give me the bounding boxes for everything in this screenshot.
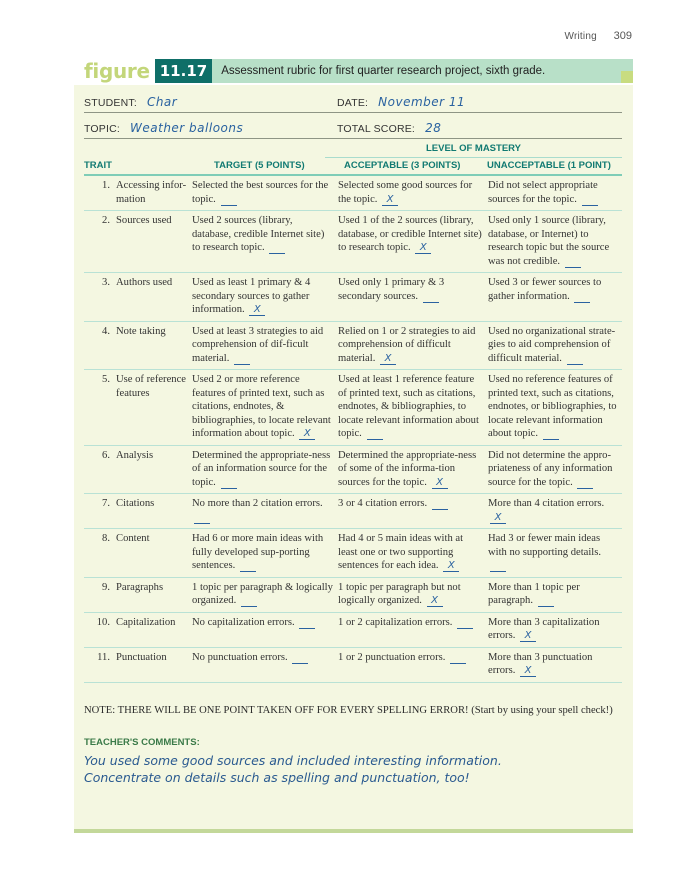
trait-name: Authors used xyxy=(116,277,173,288)
unacceptable-cell xyxy=(488,494,622,529)
target-description: Used 2 sources (library, database, credible Internet site) to research topic. xyxy=(192,215,325,253)
student-date-row xyxy=(84,92,622,113)
table-row xyxy=(84,577,622,612)
student-value: Char xyxy=(146,95,178,109)
table-row xyxy=(84,529,622,578)
target-description: 1 topic per paragraph & logically organized. xyxy=(192,581,333,606)
table-row xyxy=(84,445,622,494)
unacceptable-checkmark-blank: X xyxy=(520,665,536,677)
acceptable-checkmark-blank xyxy=(432,498,448,510)
target-cell xyxy=(192,647,338,682)
trait-cell xyxy=(84,494,192,529)
note-emphasis: NOTE: THERE WILL BE ONE POINT TAKEN OFF FOR EVERY SPELLING ERROR! xyxy=(84,705,469,716)
acceptable-cell xyxy=(338,612,488,647)
unacceptable-description: Used no reference features of printed text, such as citations, endnotes, or bibliographies, to locate relevant information about topic. xyxy=(488,374,617,439)
target-description: No punctuation errors. xyxy=(192,651,288,663)
unacceptable-cell xyxy=(488,273,622,322)
target-description: No capitalization errors. xyxy=(192,616,295,628)
acceptable-description: Determined the appropriate-ness of some of the informa-tion sources for the topic. xyxy=(338,449,477,488)
unacceptable-checkmark-blank xyxy=(565,256,581,268)
target-checkmark-blank xyxy=(221,477,237,489)
trait-cell xyxy=(84,176,192,211)
table-row xyxy=(84,273,622,322)
unacceptable-checkmark-blank xyxy=(577,477,593,489)
acceptable-checkmark-blank xyxy=(423,291,439,303)
unacceptable-cell xyxy=(488,445,622,494)
running-head xyxy=(565,30,632,42)
section-title: Writing xyxy=(564,31,597,42)
unacceptable-cell xyxy=(488,211,622,273)
acceptable-description: Relied on 1 or 2 strategies to aid comprehension of difficult material. xyxy=(338,325,476,364)
acceptable-cell xyxy=(338,445,488,494)
target-checkmark-blank xyxy=(269,242,285,254)
acceptable-checkmark-blank: X xyxy=(432,477,448,489)
unacceptable-checkmark-blank xyxy=(490,560,506,572)
unacceptable-cell xyxy=(488,612,622,647)
acceptable-checkmark-blank: X xyxy=(382,194,398,206)
target-checkmark-blank: X xyxy=(299,428,315,440)
trait xyxy=(84,325,188,339)
acceptable-cell xyxy=(338,647,488,682)
target-description: Used 2 or more reference features of printed text, such as citations, endnotes, & bibliographies, to locate relevant information about topic. xyxy=(192,374,331,439)
target-cell xyxy=(192,445,338,494)
unacceptable-checkmark-blank xyxy=(538,595,554,607)
unacceptable-cell xyxy=(488,321,622,370)
acceptable-description: 1 or 2 capitalization errors. xyxy=(338,616,453,628)
trait-name: Analysis xyxy=(116,449,154,461)
figure-word: figure xyxy=(84,59,150,83)
target-checkmark-blank: X xyxy=(249,304,265,316)
comment-line: You used some good sources and included interesting information. xyxy=(84,753,502,768)
unacceptable-description: Used 3 or fewer sources to gather information. xyxy=(488,277,602,302)
trait xyxy=(84,276,188,290)
acceptable-description: 1 topic per paragraph but not logically organized. xyxy=(338,581,461,606)
trait-name: Sources used xyxy=(116,215,172,226)
unacceptable-checkmark-blank xyxy=(574,291,590,303)
topic-label: TOPIC: xyxy=(84,123,121,135)
panel-bottom-rule xyxy=(74,829,633,833)
trait-name: Content xyxy=(116,533,150,544)
rubric-body xyxy=(84,176,622,682)
level-of-mastery-header: LEVEL OF MASTERY xyxy=(325,143,622,158)
trait xyxy=(84,651,188,665)
decorative-square-icon xyxy=(621,71,633,83)
figure-number: 11.17 xyxy=(155,59,212,83)
acceptable-cell xyxy=(338,577,488,612)
table-row xyxy=(84,612,622,647)
trait-number: 10. xyxy=(96,616,110,628)
target-cell xyxy=(192,321,338,370)
teacher-comments xyxy=(84,752,624,786)
table-row xyxy=(84,211,622,273)
trait-number: 4. xyxy=(102,325,110,337)
trait-number: 9. xyxy=(102,581,110,593)
acceptable-description: Used only 1 primary & 3 secondary sources. xyxy=(338,277,445,302)
unacceptable-cell xyxy=(488,647,622,682)
acceptable-cell xyxy=(338,370,488,446)
target-cell xyxy=(192,577,338,612)
trait xyxy=(84,616,188,630)
target-cell xyxy=(192,494,338,529)
unacceptable-checkmark-blank xyxy=(582,194,598,206)
target-checkmark-blank xyxy=(240,560,256,572)
acceptable-description: 1 or 2 punctuation errors. xyxy=(338,651,446,663)
acceptable-checkmark-blank: X xyxy=(427,595,443,607)
page-number: 309 xyxy=(613,30,632,42)
topic-score-row xyxy=(84,118,622,139)
acceptable-checkmark-blank: X xyxy=(443,560,459,572)
table-row xyxy=(84,494,622,529)
column-header-trait: TRAIT xyxy=(84,160,112,171)
table-row xyxy=(84,647,622,682)
table-row xyxy=(84,176,622,211)
trait xyxy=(84,179,188,206)
acceptable-description: Selected some good sources for the topic. xyxy=(338,180,473,205)
target-description: Determined the appropriate-ness of an information source for the topic. xyxy=(192,449,331,488)
student-field xyxy=(84,95,177,109)
unacceptable-description: Used no organizational strate-gies to aid comprehension of difficult material. xyxy=(488,325,616,364)
trait-cell xyxy=(84,612,192,647)
trait-number: 8. xyxy=(102,533,110,544)
target-checkmark-blank xyxy=(299,617,315,629)
acceptable-cell xyxy=(338,529,488,578)
table-row xyxy=(84,370,622,446)
trait-name: Capitalization xyxy=(116,616,176,628)
teacher-comments-label: TEACHER'S COMMENTS: xyxy=(84,737,200,748)
trait-number: 7. xyxy=(102,498,110,509)
target-cell xyxy=(192,370,338,446)
date-field xyxy=(337,95,465,109)
unacceptable-checkmark-blank: X xyxy=(490,512,506,524)
acceptable-cell xyxy=(338,494,488,529)
target-description: Used at least 3 strategies to aid comprehension of dif-ficult material. xyxy=(192,325,324,364)
unacceptable-description: Had 3 or fewer main ideas with no supporting details. xyxy=(488,533,601,558)
date-value: November 11 xyxy=(378,95,466,109)
unacceptable-description: Did not select appropriate sources for the topic. xyxy=(488,180,598,205)
target-description: Used as least 1 primary & 4 secondary sources to gather information. xyxy=(192,277,311,315)
trait-cell xyxy=(84,321,192,370)
score-label: TOTAL SCORE: xyxy=(337,123,416,135)
note-aside: (Start by using your spell check!) xyxy=(471,705,613,716)
unacceptable-description: More than 3 punctuation errors. xyxy=(488,651,593,676)
trait-name: Accessing infor-mation xyxy=(116,180,187,205)
trait-cell xyxy=(84,529,192,578)
trait-number: 6. xyxy=(102,449,110,461)
unacceptable-checkmark-blank: X xyxy=(520,630,536,642)
target-checkmark-blank xyxy=(221,194,237,206)
unacceptable-checkmark-blank xyxy=(567,353,583,365)
trait-name: Punctuation xyxy=(116,651,167,663)
trait-name: Use of reference features xyxy=(116,374,186,399)
trait-cell xyxy=(84,370,192,446)
target-description: Selected the best sources for the topic. xyxy=(192,180,329,205)
trait-number: 1. xyxy=(102,180,110,191)
date-label: DATE: xyxy=(337,97,369,109)
trait xyxy=(84,497,188,511)
trait-number: 2. xyxy=(102,215,110,226)
column-header-acceptable: ACCEPTABLE (3 POINTS) xyxy=(344,160,461,171)
trait xyxy=(84,214,188,228)
target-checkmark-blank xyxy=(241,595,257,607)
unacceptable-cell xyxy=(488,529,622,578)
acceptable-checkmark-blank xyxy=(457,617,473,629)
comment-line: Concentrate on details such as spelling and punctuation, too! xyxy=(84,770,470,785)
target-cell xyxy=(192,273,338,322)
trait-name: Paragraphs xyxy=(116,581,164,593)
spelling-note xyxy=(84,705,629,716)
target-cell xyxy=(192,529,338,578)
target-checkmark-blank xyxy=(194,512,210,524)
trait-cell xyxy=(84,647,192,682)
acceptable-checkmark-blank xyxy=(450,652,466,664)
trait-cell xyxy=(84,211,192,273)
trait xyxy=(84,449,188,463)
student-label: STUDENT: xyxy=(84,97,137,109)
topic-value: Weather balloons xyxy=(130,121,244,135)
trait-cell xyxy=(84,577,192,612)
acceptable-cell xyxy=(338,176,488,211)
unacceptable-cell xyxy=(488,370,622,446)
target-description: Had 6 or more main ideas with fully developed sup-porting sentences. xyxy=(192,533,324,571)
unacceptable-checkmark-blank xyxy=(543,428,559,440)
trait xyxy=(84,581,188,595)
trait-name: Note taking xyxy=(116,325,166,337)
column-headers xyxy=(84,158,622,176)
trait-number: 3. xyxy=(102,277,110,288)
trait-cell xyxy=(84,445,192,494)
target-description: No more than 2 citation errors. xyxy=(192,498,323,509)
acceptable-checkmark-blank xyxy=(367,428,383,440)
acceptable-description: Had 4 or 5 main ideas with at least one or two supporting sentences for each idea. xyxy=(338,533,464,571)
target-checkmark-blank xyxy=(234,353,250,365)
figure-caption: Assessment rubric for first quarter research project, sixth grade. xyxy=(212,59,633,83)
acceptable-checkmark-blank: X xyxy=(415,242,431,254)
target-cell xyxy=(192,211,338,273)
acceptable-checkmark-blank: X xyxy=(380,353,396,365)
figure-header xyxy=(84,59,633,83)
target-cell xyxy=(192,176,338,211)
unacceptable-description: More than 4 citation errors. xyxy=(488,498,605,509)
acceptable-description: Used at least 1 reference feature of printed text, such as citations, endnotes, & bibliographies, to locate relevant information about topic. xyxy=(338,374,479,439)
unacceptable-cell xyxy=(488,176,622,211)
unacceptable-cell xyxy=(488,577,622,612)
trait-number: 5. xyxy=(102,374,110,385)
table-row xyxy=(84,321,622,370)
target-cell xyxy=(192,612,338,647)
trait-number: 11. xyxy=(97,651,110,663)
acceptable-cell xyxy=(338,321,488,370)
score-field xyxy=(337,121,441,135)
trait-cell xyxy=(84,273,192,322)
score-value: 28 xyxy=(425,121,442,135)
unacceptable-description: More than 3 capitalization errors. xyxy=(488,616,600,641)
column-header-unacceptable: UNACCEPTABLE (1 POINT) xyxy=(487,160,611,171)
unacceptable-description: Did not determine the appro-priateness of any information source for the topic. xyxy=(488,449,613,488)
rubric-table xyxy=(84,176,622,683)
acceptable-description: Used 1 of the 2 sources (library, database, or credible Internet site) to research topic. xyxy=(338,215,482,253)
acceptable-cell xyxy=(338,211,488,273)
trait xyxy=(84,532,188,546)
column-header-target: TARGET (5 POINTS) xyxy=(214,160,305,171)
acceptable-description: 3 or 4 citation errors. xyxy=(338,498,428,509)
trait-name: Citations xyxy=(116,498,155,509)
topic-field xyxy=(84,121,243,135)
unacceptable-description: Used only 1 source (library, database, or Internet) to research topic but the source was not credible. xyxy=(488,215,610,267)
trait xyxy=(84,373,188,400)
target-checkmark-blank xyxy=(292,652,308,664)
unacceptable-description: More than 1 topic per paragraph. xyxy=(488,581,580,606)
acceptable-cell xyxy=(338,273,488,322)
